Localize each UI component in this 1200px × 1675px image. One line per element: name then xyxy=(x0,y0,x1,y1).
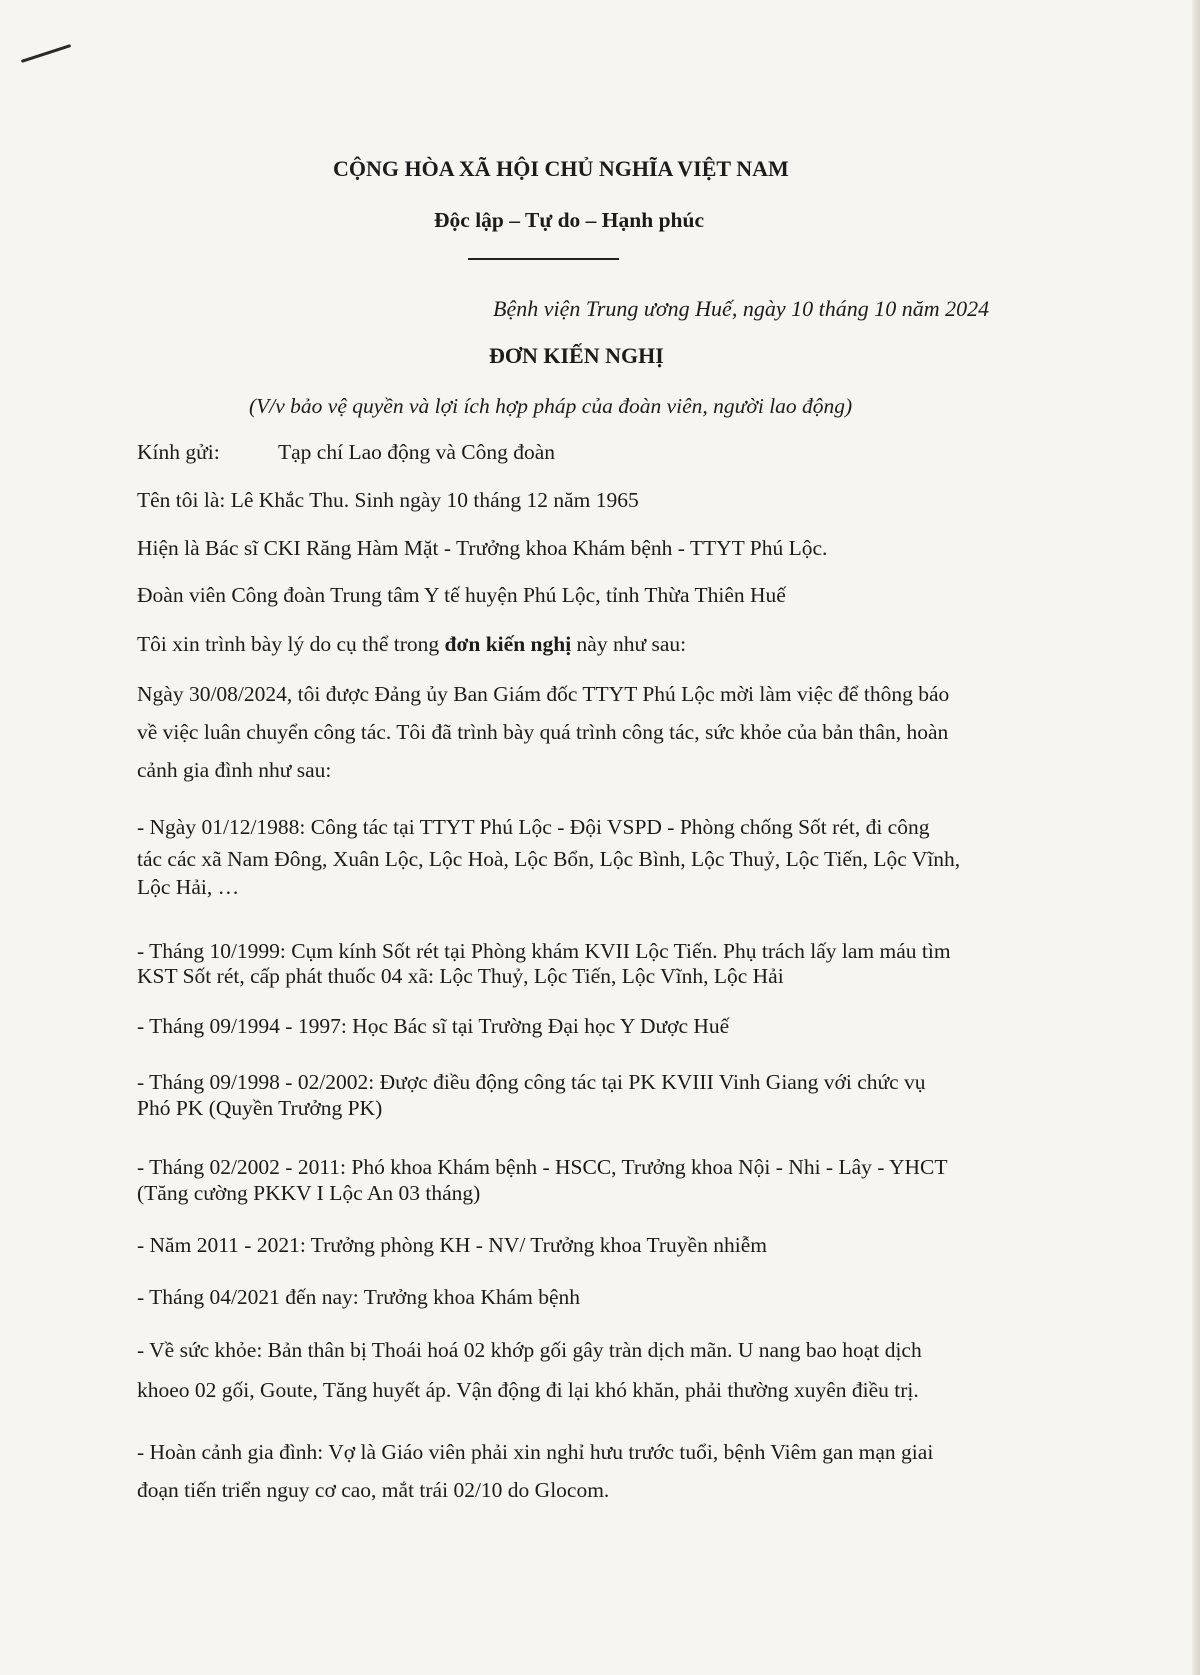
health-line: - Về sức khỏe: Bản thân bị Thoái hoá 02 khớp gối gây tràn dịch mãn. U nang bao hoạt dịch xyxy=(137,1338,922,1362)
paragraph-line: về việc luân chuyển công tác. Tôi đã trình bày quá trình công tác, sức khỏe của bản thân, hoàn xyxy=(137,720,949,744)
recipient-name: Tạp chí Lao động và Công đoàn xyxy=(278,440,556,464)
reason-line xyxy=(137,634,686,656)
career-item-line: - Tháng 04/2021 đến nay: Trưởng khoa Khám bệnh xyxy=(137,1285,581,1309)
career-item-line: - Năm 2011 - 2021: Trưởng phòng KH - NV/ Trưởng khoa Truyền nhiễm xyxy=(137,1233,767,1257)
reason-bold-term: đơn kiến nghị xyxy=(444,632,572,656)
career-item-line: - Tháng 02/2002 - 2011: Phó khoa Khám bệnh - HSCC, Trưởng khoa Nội - Nhi - Lây - YHCT xyxy=(137,1155,948,1179)
header-underline xyxy=(468,258,619,260)
page-edge-shadow xyxy=(1192,0,1200,1675)
family-line: đoạn tiến triển nguy cơ cao, mắt trái 02/10 do Glocom. xyxy=(137,1478,610,1502)
career-item-line: - Tháng 10/1999: Cụm kính Sốt rét tại Phòng khám KVII Lộc Tiến. Phụ trách lấy lam máu tìm xyxy=(137,939,951,963)
career-item-line: Phó PK (Quyền Trưởng PK) xyxy=(137,1096,383,1120)
motto: Độc lập – Tự do – Hạnh phúc xyxy=(434,208,704,232)
health-line: khoeo 02 gối, Goute, Tăng huyết áp. Vận động đi lại khó khăn, phải thường xuyên điều trị. xyxy=(137,1378,919,1402)
career-item-line: (Tăng cường PKKV I Lộc An 03 tháng) xyxy=(137,1181,481,1205)
reason-suffix: này như sau: xyxy=(571,632,687,656)
union-member-line: Đoàn viên Công đoàn Trung tâm Y tế huyện Phú Lộc, tỉnh Thừa Thiên Huế xyxy=(137,583,786,607)
career-item-line: - Tháng 09/1994 - 1997: Học Bác sĩ tại Trường Đại học Y Dược Huế xyxy=(137,1014,730,1038)
document-title: ĐƠN KIẾN NGHỊ xyxy=(489,343,664,368)
recipient-label: Kính gửi: xyxy=(137,440,220,464)
place-date-line: Bệnh viện Trung ương Huế, ngày 10 tháng 10 năm 2024 xyxy=(493,296,990,321)
paragraph-line: cảnh gia đình như sau: xyxy=(137,758,332,782)
author-name-line: Tên tôi là: Lê Khắc Thu. Sinh ngày 10 tháng 12 năm 1965 xyxy=(137,488,639,512)
family-line: - Hoàn cảnh gia đình: Vợ là Giáo viên phải xin nghỉ hưu trước tuổi, bệnh Viêm gan mạn giai xyxy=(137,1440,934,1464)
paragraph-line: Ngày 30/08/2024, tôi được Đảng ủy Ban Giám đốc TTYT Phú Lộc mời làm việc để thông báo xyxy=(137,682,950,706)
nation-header: CỘNG HÒA XÃ HỘI CHỦ NGHĨA VIỆT NAM xyxy=(333,156,789,181)
reason-prefix: Tôi xin trình bày lý do cụ thể trong xyxy=(137,632,445,656)
career-item-line: Lộc Hải, … xyxy=(137,875,240,899)
subject-line: (V/v bảo vệ quyền và lợi ích hợp pháp của đoàn viên, người lao động) xyxy=(249,394,853,418)
career-item-line: - Tháng 09/1998 - 02/2002: Được điều động công tác tại PK KVIII Vinh Giang với chức vụ xyxy=(137,1070,926,1094)
career-item-line: KST Sốt rét, cấp phát thuốc 04 xã: Lộc Thuỷ, Lộc Tiến, Lộc Vĩnh, Lộc Hải xyxy=(137,964,784,988)
career-item-line: tác các xã Nam Đông, Xuân Lộc, Lộc Hoà, Lộc Bổn, Lộc Bình, Lộc Thuỷ, Lộc Tiến, Lộc Vĩnh, xyxy=(137,847,961,871)
career-item-line: - Ngày 01/12/1988: Công tác tại TTYT Phú Lộc - Đội VSPD - Phòng chống Sốt rét, đi công xyxy=(137,815,930,839)
author-position-line: Hiện là Bác sĩ CKI Răng Hàm Mặt - Trưởng khoa Khám bệnh - TTYT Phú Lộc. xyxy=(137,536,828,560)
pen-mark xyxy=(21,44,71,63)
